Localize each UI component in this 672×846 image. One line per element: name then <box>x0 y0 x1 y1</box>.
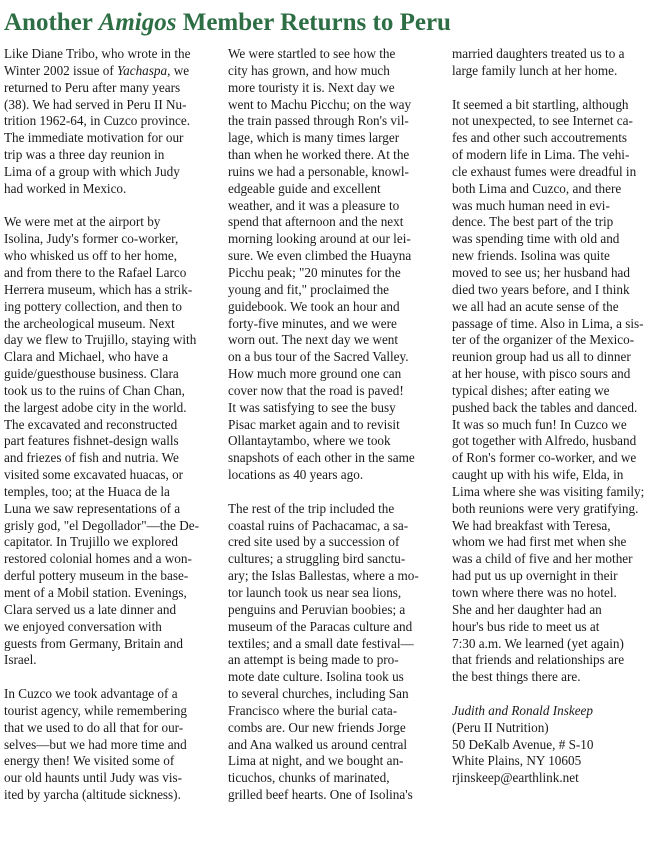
text-line: mote date culture. Isolina took us <box>228 669 404 685</box>
text-line: Picchu peak; "20 minutes for the <box>228 264 401 280</box>
article-title <box>4 7 668 39</box>
text-line: rjinskeep@earthlink.net <box>452 770 579 786</box>
text-line: The rest of the trip included the <box>228 500 395 516</box>
text-line: Israel. <box>4 652 37 668</box>
text-line: to several churches, including San <box>228 686 409 702</box>
text-line: spend that afternoon and the next <box>228 214 404 230</box>
text-line: tor launch took us near sea lions, <box>228 585 402 600</box>
text-line: reunion group had us all to dinner <box>452 349 631 365</box>
text-line: was much human need in evi- <box>452 197 610 213</box>
text-line: 50 DeKalb Avenue, # S-10 <box>452 736 594 752</box>
text-line: and from there to the Rafael Larco <box>4 264 187 280</box>
text-line: more touristy it is. Next day we <box>228 79 395 95</box>
text-line: we all had an acute sense of the <box>452 298 619 314</box>
text-line: passage of time. Also in Lima, a sis- <box>452 315 644 331</box>
paragraph-gap <box>228 484 446 501</box>
text-line: We had breakfast with Teresa, <box>452 517 611 533</box>
title-part-3: Member Returns to Peru <box>176 9 451 36</box>
text-line: Ollantaytambo, where we took <box>228 433 391 449</box>
text-line: We were startled to see how the <box>228 46 396 61</box>
text-line: Lima at night, and we bought an- <box>228 753 404 769</box>
article-column-1 <box>4 46 220 804</box>
text-line: Clara and Michael, who have a <box>4 349 169 365</box>
text-line: town where there was no hotel. <box>452 585 617 600</box>
text-line: guidebook. We took an hour and <box>228 298 400 314</box>
text-line: Judith and Ronald Inskeep <box>452 702 593 718</box>
text-line: ited by yarcha (altitude sickness). <box>4 787 181 803</box>
text-line: of Ron's former co-worker, and we <box>452 450 637 466</box>
text-line: the archeological museum. Next <box>4 315 175 331</box>
text-line: had worked in Mexico. <box>4 180 127 196</box>
text-line: energy then! We visited some of <box>4 753 175 769</box>
paragraph-gap <box>4 198 220 215</box>
text-line: cle exhaust fumes were dreadful in <box>452 163 637 179</box>
text-line: caught up with his wife, Elda, in <box>452 467 624 483</box>
text-line: both reunions were very gratifying. <box>452 500 639 516</box>
text-line: It was so much fun! In Cuzco we <box>452 416 627 432</box>
text-line: Pisac market again and to revisit <box>228 416 400 432</box>
text-line: ticuchos, chunks of marinated, <box>228 770 390 786</box>
text-line: restored colonial homes and a won- <box>4 551 192 567</box>
text-line: visited some excavated huacas, or <box>4 467 184 483</box>
text-line: an attempt is being made to pro- <box>228 652 399 668</box>
text-line: was a child of five and her mother <box>452 551 633 567</box>
text-line: Francisco where the burial cata- <box>228 702 398 718</box>
title-part-amigos: Amigos <box>98 9 177 36</box>
text-line: locations as 40 years ago. <box>228 467 364 483</box>
text-line: It was satisfying to see the busy <box>228 399 396 415</box>
text-line: lage, which is many times larger <box>228 130 400 146</box>
text-line: coastal ruins of Pachacamac, a sa- <box>228 517 409 533</box>
text-line: museum of the Paracas culture and <box>228 618 413 634</box>
article-column-3 <box>452 46 668 787</box>
text-line: Isolina, Judy's former co-worker, <box>4 231 179 247</box>
text-line: cred site used by a succession of <box>228 534 400 550</box>
text-line: that we used to do all that for our- <box>4 719 184 735</box>
text-line: hour's bus ride to meet us at <box>452 618 600 634</box>
text-line: of modern life in Lima. The vehi- <box>452 147 630 163</box>
text-line: fes and other such accoutrements <box>452 130 628 146</box>
text-line: day we flew to Trujillo, staying with <box>4 332 197 348</box>
text-line: large family lunch at her home. <box>452 62 618 78</box>
text-line: We were met at the airport by <box>4 214 161 230</box>
text-line: at her house, with pisco sours and <box>452 366 631 382</box>
text-line: new friends. Isolina was quite <box>452 248 610 264</box>
text-line: Luna we saw representations of a <box>4 500 181 516</box>
text-line: The immediate motivation for our <box>4 130 184 146</box>
text-line: died two years before, and I think <box>452 281 630 297</box>
text-line: penguins and Peruvian boobies; a <box>228 601 406 617</box>
text-line: Clara served us a late dinner and <box>4 601 177 617</box>
text-line: morning looking around at our lei- <box>228 231 411 247</box>
text-line: moved to see us; her husband had <box>452 264 630 280</box>
text-line: ruins we had a personable, knowl- <box>228 163 409 179</box>
paragraph-gap <box>452 686 668 703</box>
text-line: was spending time with old and <box>452 231 620 247</box>
text-line: ment of a Mobil station. Evenings, <box>4 585 187 600</box>
text-line: Winter 2002 issue of Yachaspa, we <box>4 62 190 78</box>
text-line: Lima where she was visiting family; <box>452 483 645 499</box>
text-line: grilled beef hearts. One of Isolina's <box>228 787 413 803</box>
text-line: who whisked us off to her home, <box>4 248 178 264</box>
text-line: whom we had first met when she <box>452 534 627 550</box>
text-line: the largest adobe city in the world. <box>4 399 187 415</box>
text-line: returned to Peru after many years <box>4 79 181 95</box>
text-line: combs are. Our new friends Jorge <box>228 719 406 735</box>
text-line: weather, and it was a pleasure to <box>228 197 400 213</box>
text-line: textiles; and a small date festival— <box>228 635 414 651</box>
title-part-1: Another <box>4 9 99 36</box>
text-line: The excavated and reconstructed <box>4 416 178 432</box>
text-line: forty-five minutes, and we were <box>228 315 397 331</box>
text-line: worn out. The next day we went <box>228 332 399 348</box>
text-line: than when he worked there. At the <box>228 147 410 163</box>
text-line: had put us up overnight in their <box>452 568 618 584</box>
text-line: (38). We had served in Peru II Nu- <box>4 96 187 112</box>
text-line: got together with Alfredo, husband <box>452 433 637 449</box>
text-line: city has grown, and how much <box>228 62 390 78</box>
text-line: that friends and relationships are <box>452 652 625 668</box>
text-line: our old haunts until Judy was vis- <box>4 770 183 786</box>
article-column-2 <box>228 46 446 804</box>
text-line: typical dishes; after eating we <box>452 382 610 398</box>
text-line: temples, too; at the Huaca de la <box>4 483 170 499</box>
text-line: She and her daughter had an <box>452 601 602 617</box>
paragraph-gap <box>452 80 668 97</box>
text-line: capitator. In Trujillo we explored <box>4 534 178 550</box>
text-line: Lima of a group with which Judy <box>4 163 180 179</box>
text-line: not unexpected, to see Internet ca- <box>452 113 633 129</box>
text-line: 7:30 a.m. We learned (yet again) <box>452 635 624 651</box>
text-line: grisly god, "el Degollador"—the De- <box>4 517 199 533</box>
text-line: dence. The best part of the trip <box>452 214 614 230</box>
text-line: and Ana walked us around central <box>228 736 408 752</box>
text-line: ary; the Islas Ballestas, where a mo- <box>228 568 419 584</box>
text-line: the train passed through Ron's vil- <box>228 113 409 129</box>
text-line: and friezes of fish and nutria. We <box>4 450 179 466</box>
text-line: How much more ground one can <box>228 366 402 382</box>
text-line: Like Diane Tribo, who wrote in the <box>4 46 191 61</box>
text-line: married daughters treated us to a <box>452 46 625 61</box>
text-line: cultures; a struggling bird sanctu- <box>228 551 406 567</box>
text-line: young and fit," proclaimed the <box>228 281 390 297</box>
text-line: edgeable guide and excellent <box>228 180 381 196</box>
text-line: In Cuzco we took advantage of a <box>4 686 178 702</box>
text-line: Herrera museum, which has a strik- <box>4 281 193 297</box>
text-line: trition 1962-64, in Cuzco province. <box>4 113 191 129</box>
text-line: took us to the ruins of Chan Chan, <box>4 382 185 398</box>
text-line: the best things there are. <box>452 669 581 685</box>
text-line: pushed back the tables and danced. <box>452 399 638 415</box>
text-line: (Peru II Nutrition) <box>452 719 549 735</box>
text-line: selves—but we had more time and <box>4 736 187 752</box>
text-line: tourist agency, while remembering <box>4 702 187 718</box>
text-line: went to Machu Picchu; on the way <box>228 96 412 112</box>
text-line: derful pottery museum in the base- <box>4 568 189 584</box>
text-line: guide/guesthouse business. Clara <box>4 366 179 382</box>
text-line: both Lima and Cuzco, and there <box>452 180 622 196</box>
text-line: White Plains, NY 10605 <box>452 753 582 769</box>
text-line: ter of the organizer of the Mexico- <box>452 332 635 348</box>
text-line: we enjoyed conversation with <box>4 618 162 634</box>
text-line: part features fishnet-design walls <box>4 433 179 449</box>
text-line: cover now that the road is paved! <box>228 382 404 398</box>
paragraph-gap <box>4 669 220 686</box>
text-line: It seemed a bit startling, although <box>452 96 629 112</box>
text-line: guests from Germany, Britain and <box>4 635 183 651</box>
text-line: on a bus tour of the Sacred Valley. <box>228 349 409 365</box>
text-line: snapshots of each other in the same <box>228 450 415 466</box>
text-line: ing pottery collection, and then to <box>4 298 182 314</box>
text-line: trip was a three day reunion in <box>4 147 165 163</box>
text-line: sure. We even climbed the Huayna <box>228 248 412 264</box>
